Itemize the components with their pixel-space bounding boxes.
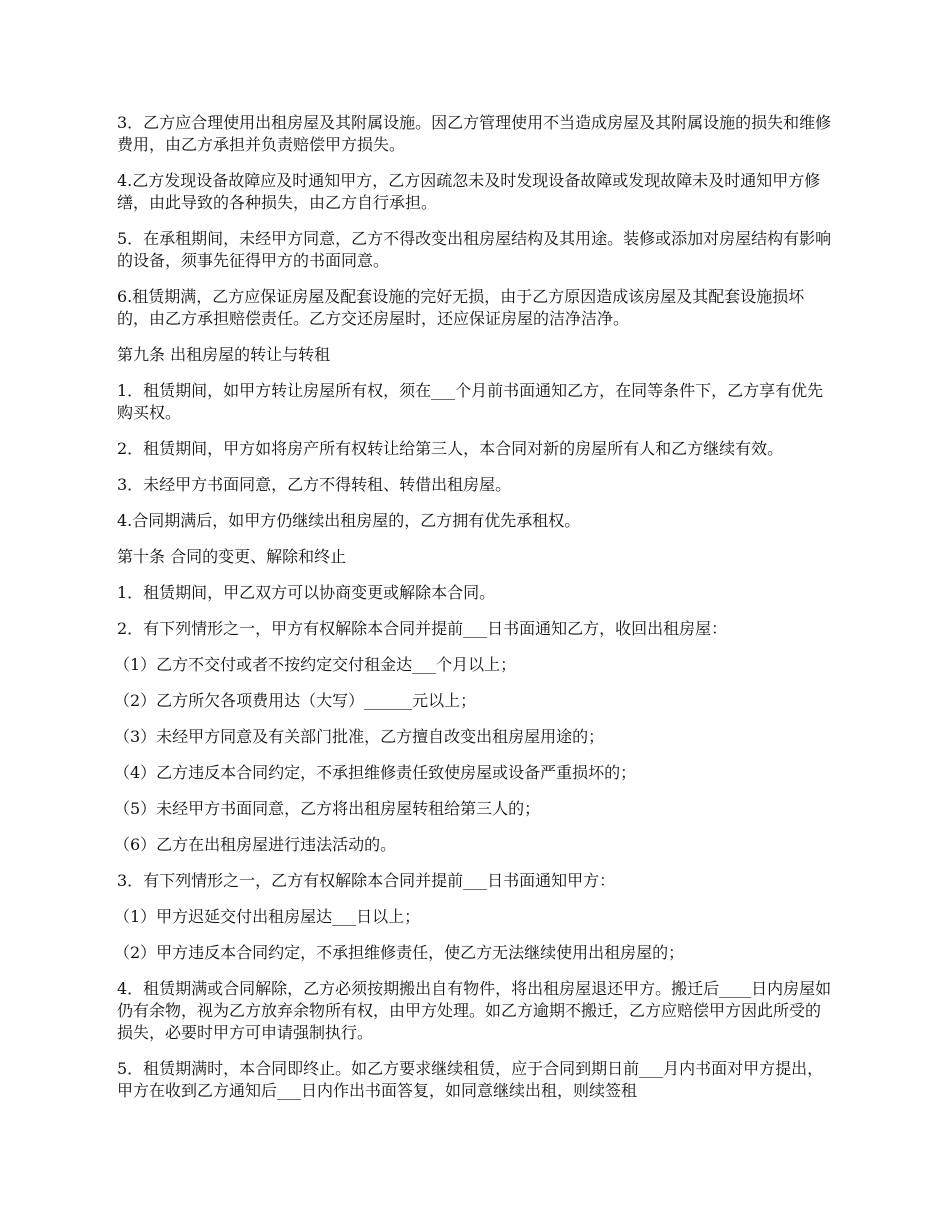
sub-clause: （2）甲方违反本合同约定，不承担维修责任，使乙方无法继续使用出租房屋的；	[114, 943, 685, 962]
section-heading: 第九条 出租房屋的转让与转租	[117, 345, 331, 364]
clause-paragraph: 5．租赁期满时，本合同即终止。如乙方要求继续租赁，应于合同到期日前___月内书面对甲方提出，甲方在收到乙方通知后___日内作出书面答复，如同意继续出租，则续签租	[117, 1059, 824, 1100]
clause-paragraph: 4．租赁期满或合同解除，乙方必须按期搬出自有物件，将出租房屋退还甲方。搬迁后____日内房屋如仍有余物，视为乙方放弃余物所有权，由甲方处理。如乙方逾期不搬迁，乙方应赔偿甲方因此所受的损失，必要时甲方可申请强制执行。	[117, 979, 832, 1042]
sub-clause: （5）未经甲方书面同意，乙方将出租房屋转租给第三人的；	[114, 799, 541, 818]
sub-clause: （3）未经甲方同意及有关部门批准，乙方擅自改变出租房屋用途的；	[114, 727, 605, 746]
clause-paragraph: 3．有下列情形之一，乙方有权解除本合同并提前___日书面通知甲方：	[117, 871, 616, 890]
clause-paragraph: 3．乙方应合理使用出租房屋及其附属设施。因乙方管理使用不当造成房屋及其附属设施的损失和维修费用，由乙方承担并负责赔偿甲方损失。	[117, 113, 832, 154]
clause-paragraph: 5．在承租期间，未经甲方同意，乙方不得改变出租房屋结构及其用途。装修或添加对房屋结构有影响的设备，须事先征得甲方的书面同意。	[117, 229, 832, 270]
clause-paragraph: 1．租赁期间，如甲方转让房屋所有权，须在___个月前书面通知乙方，在同等条件下，乙方享有优先购买权。	[117, 381, 824, 422]
clause-paragraph: 4.乙方发现设备故障应及时通知甲方，乙方因疏忽未及时发现设备故障或发现故障未及时通知甲方修缮，由此导致的各种损失，由乙方自行承担。	[117, 171, 821, 212]
sub-clause: （1）甲方迟延交付出租房屋达___日以上；	[114, 907, 421, 926]
clause-paragraph: 3．未经甲方书面同意，乙方不得转租、转借出租房屋。	[117, 475, 512, 494]
clause-paragraph: 1．租赁期间，甲乙双方可以协商变更或解除本合同。	[117, 583, 496, 602]
sub-clause: （2）乙方所欠各项费用达（大写）______元以上；	[114, 691, 477, 710]
sub-clause: （1）乙方不交付或者不按约定交付租金达___个月以上；	[114, 655, 517, 674]
clause-paragraph: 2．租赁期间，甲方如将房产所有权转让给第三人，本合同对新的房屋所有人和乙方继续有效。	[117, 439, 784, 458]
document-body	[114, 112, 835, 1116]
sub-clause: （4）乙方违反本合同约定，不承担维修责任致使房屋或设备严重损坏的；	[114, 763, 637, 782]
clause-paragraph: 4.合同期满后，如甲方仍继续出租房屋的，乙方拥有优先承租权。	[117, 511, 581, 530]
section-heading: 第十条 合同的变更、解除和终止	[117, 547, 347, 566]
clause-paragraph: 6.租赁期满，乙方应保证房屋及配套设施的完好无损，由于乙方原因造成该房屋及其配套设施损坏的，由乙方承担赔偿责任。乙方交还房屋时，还应保证房屋的洁净洁净。	[117, 287, 805, 328]
sub-clause: （6）乙方在出租房屋进行违法活动的。	[114, 835, 397, 854]
clause-paragraph: 2．有下列情形之一，甲方有权解除本合同并提前___日书面通知乙方，收回出租房屋：	[117, 619, 728, 638]
